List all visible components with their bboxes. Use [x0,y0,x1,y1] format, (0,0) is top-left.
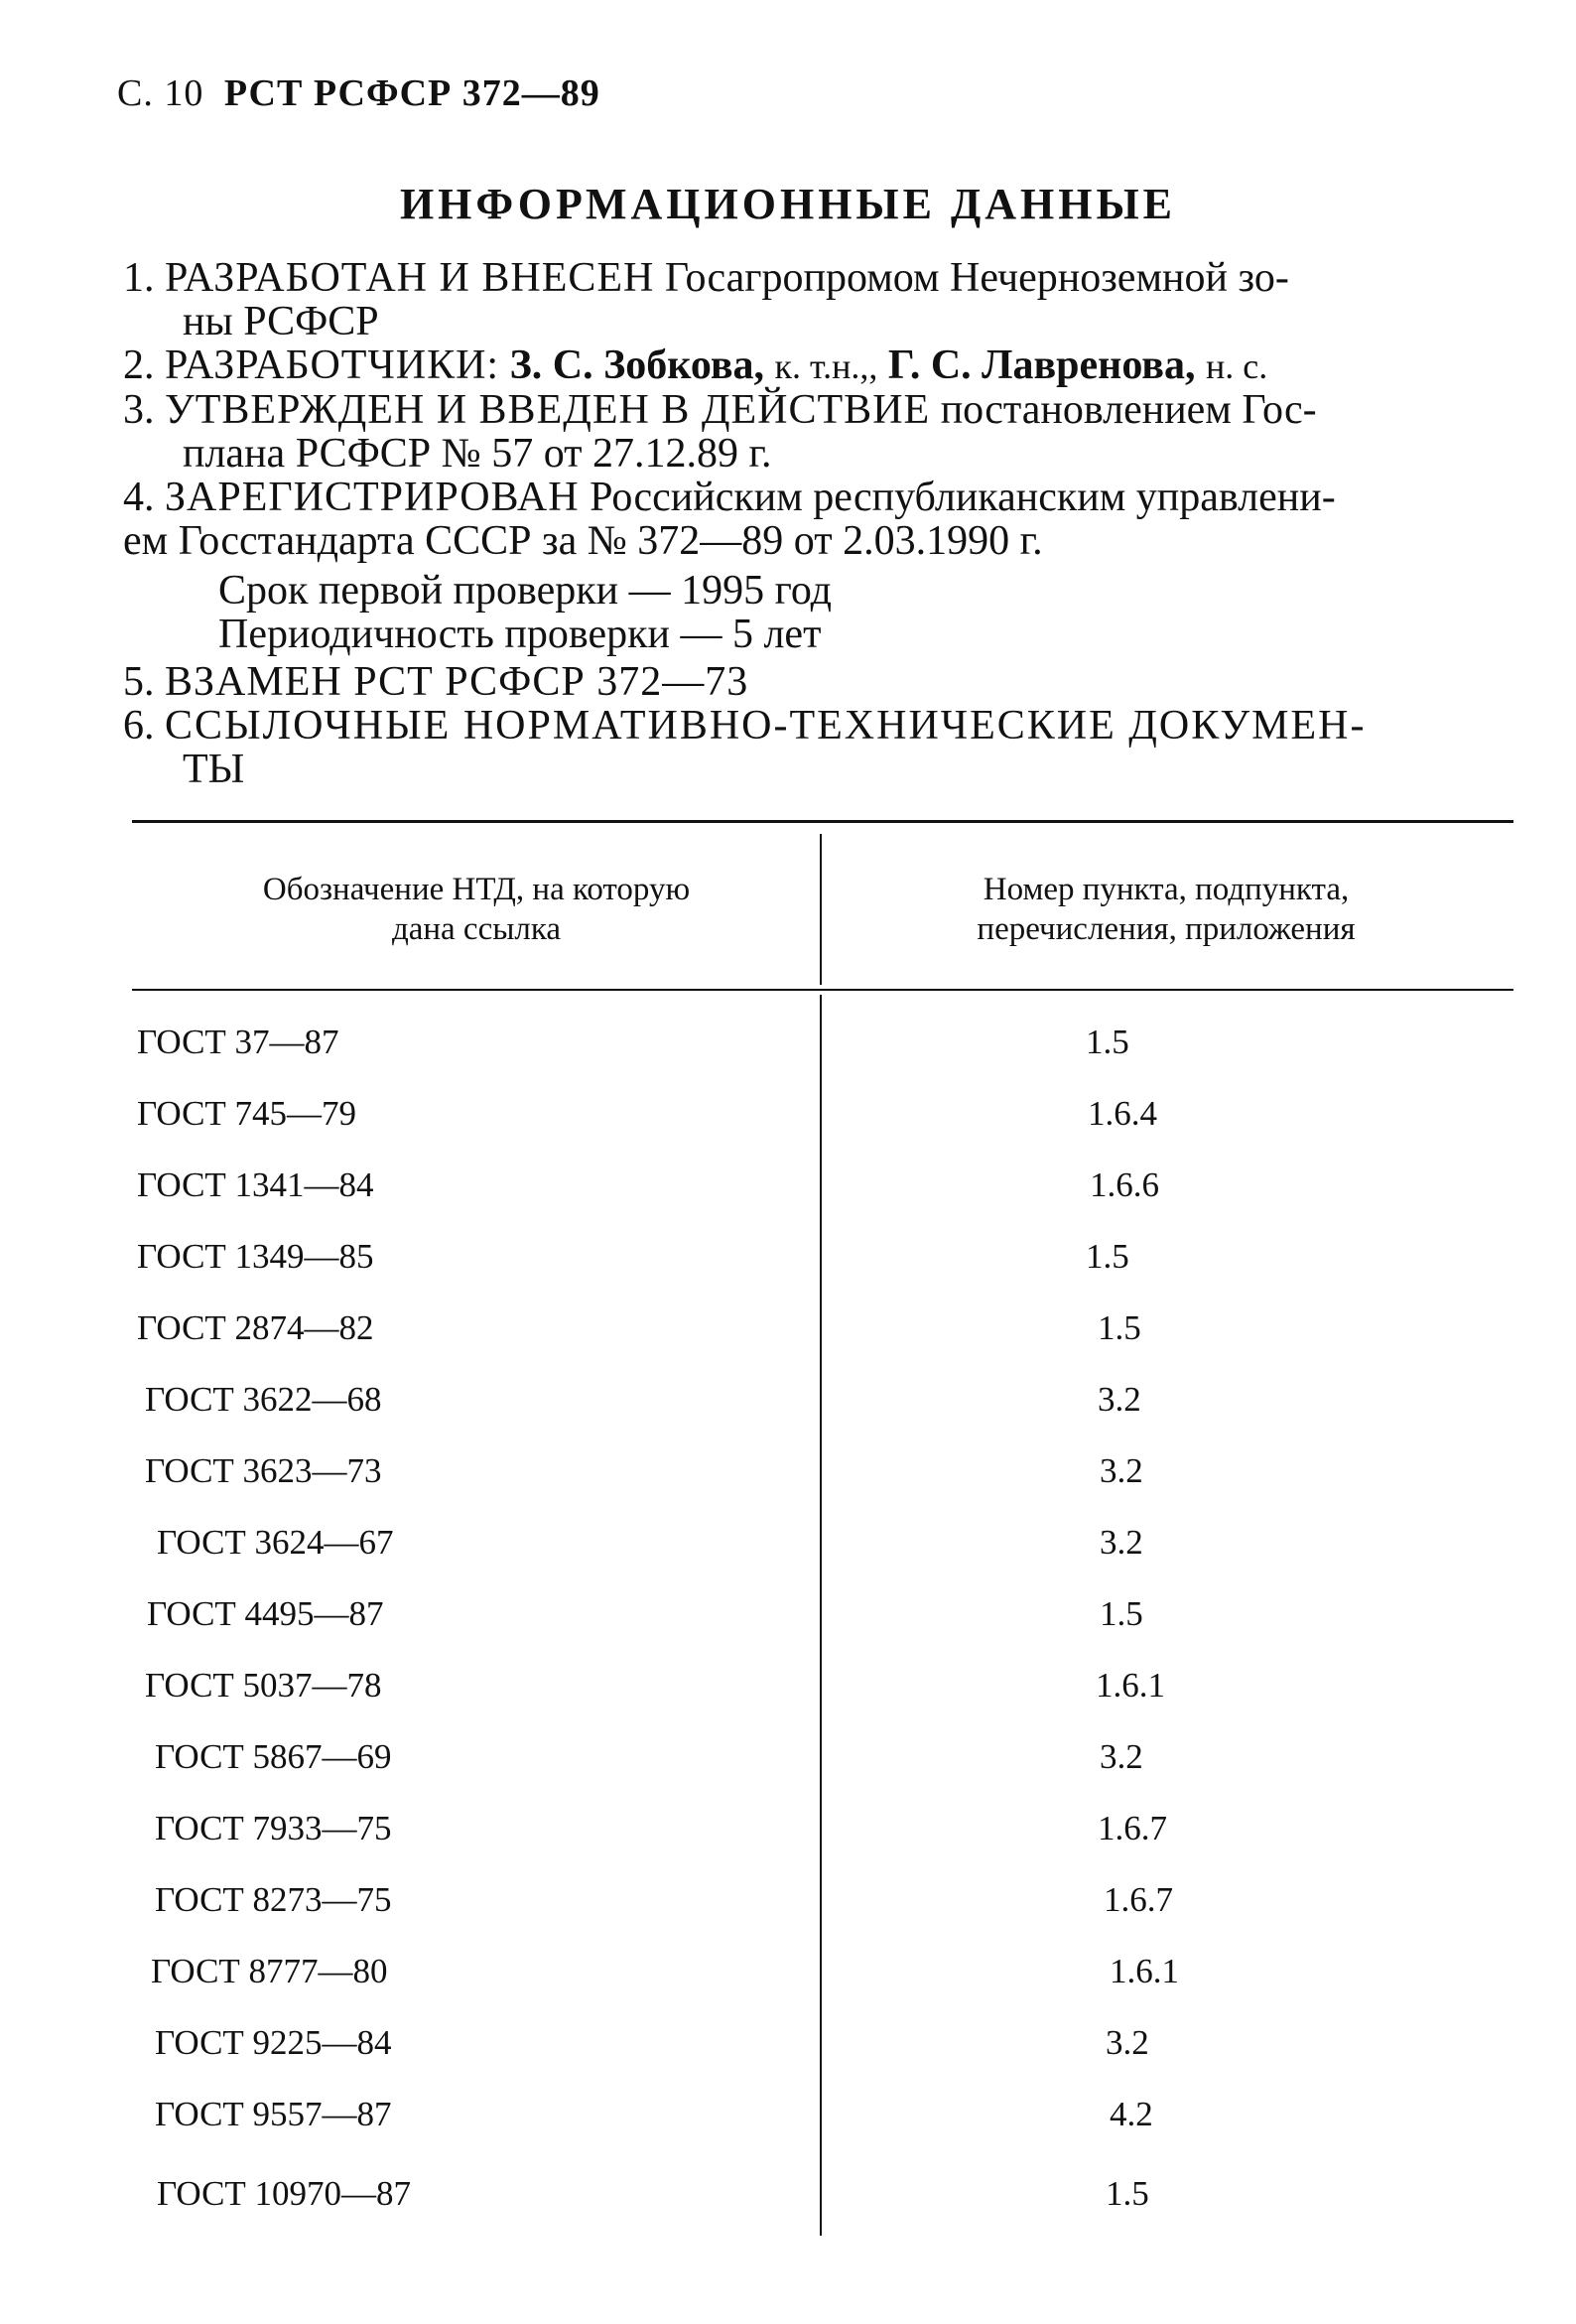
item-text-continued: ТЫ [183,747,245,792]
clause-number: 1.6.1 [1096,1666,1165,1705]
item-number: 3. [123,387,155,433]
clause-number: 1.6.1 [1110,1952,1179,1990]
item-1 [123,256,1512,343]
clause-number: 1.5 [1086,1023,1129,1061]
document-designation: ГОСТ 3622—68 [145,1380,382,1419]
clause-number: 1.5 [1100,1594,1143,1633]
clause-number: 3.2 [1100,1523,1143,1562]
document-designation: ГОСТ 8273—75 [155,1880,392,1919]
column-header-line: дана ссылка [391,911,562,947]
item-number: 2. [123,342,155,388]
clause-number: 1.6.7 [1098,1809,1167,1847]
clause-number: 3.2 [1100,1451,1143,1490]
page-title: ИНФОРМАЦИОННЫЕ ДАННЫЕ [399,180,1177,228]
developer-name: З. С. Зобкова, [509,342,765,388]
item-text-continued: плана РСФСР № 57 от 27.12.89 г. [183,431,772,477]
table-top-rule [132,820,1513,823]
document-designation: ГОСТ 37—87 [137,1023,339,1061]
document-designation: ГОСТ 1349—85 [137,1237,374,1276]
document-designation: ГОСТ 5867—69 [155,1737,392,1776]
clause-number: 3.2 [1106,2023,1149,2062]
item-2 [123,343,1512,388]
item-text: Российским республиканским управлени- [590,475,1336,520]
column-header-line: Номер пункта, подпункта, [983,872,1350,907]
document-designation: ГОСТ 2874—82 [137,1308,374,1347]
item-5 [123,660,1512,704]
review-periodicity: Периодичность проверки — 5 лет [218,612,822,657]
page-header [117,71,600,115]
column-header-document [139,870,814,949]
clause-number: 1.5 [1098,1308,1141,1347]
item-lead: ССЫЛОЧНЫЕ НОРМАТИВНО-ТЕХНИЧЕСКИЕ ДОКУМЕН- [165,703,1367,749]
document-designation: ГОСТ 3623—73 [145,1451,382,1490]
column-header-clause [824,870,1509,949]
body-column-divider [820,995,822,2236]
document-designation: ГОСТ 4495—87 [147,1594,384,1633]
document-designation: ГОСТ 10970—87 [157,2174,412,2213]
document-designation: ГОСТ 5037—78 [145,1666,382,1705]
clause-number: 3.2 [1098,1380,1141,1419]
item-3 [123,388,1512,476]
item-text: постановлением Гос- [940,387,1317,433]
item-text-continued: ны РСФСР [183,299,379,344]
item-number: 1. [123,255,155,301]
item-text: Госагропромом Нечерноземной зо- [664,255,1289,301]
clause-number: 1.6.4 [1088,1094,1157,1133]
document-designation: ГОСТ 1341—84 [137,1165,374,1204]
item-lead: РАЗРАБОТАН И ВНЕСЕН [165,255,655,301]
item-number: 4. [123,475,155,520]
document-designation: ГОСТ 9225—84 [155,2023,392,2062]
developer-degree: н. с. [1205,346,1268,386]
first-review-term: Срок первой проверки — 1995 год [218,568,832,614]
item-lead: ЗАРЕГИСТРИРОВАН [165,475,580,520]
item-4 [123,476,1512,656]
column-header-line: перечисления, приложения [977,911,1356,947]
item-text-continued: ем Госстандарта СССР за № 372—89 от 2.03.1990 г. [123,518,1043,564]
document-designation: ГОСТ 7933—75 [155,1809,392,1847]
item-lead: ВЗАМЕН РСТ РСФСР 372—73 [165,659,749,705]
clause-number: 1.6.6 [1090,1165,1159,1204]
document-designation: ГОСТ 9557—87 [155,2095,392,2133]
clause-number: 1.6.7 [1104,1880,1173,1919]
item-6 [123,704,1512,791]
clause-number: 1.5 [1086,1237,1129,1276]
standard-code: РСТ РСФСР 372—89 [223,72,600,114]
item-lead: УТВЕРЖДЕН И ВВЕДЕН В ДЕЙСТВИЕ [165,387,931,433]
item-number: 6. [123,703,155,749]
column-header-line: Обозначение НТД, на которую [262,872,691,907]
item-lead: РАЗРАБОТЧИКИ: [165,342,500,388]
developer-name: Г. С. Лавренова, [887,342,1196,388]
clause-number: 1.5 [1106,2174,1149,2213]
document-designation: ГОСТ 8777—80 [151,1952,388,1990]
info-items [123,256,1512,791]
header-column-divider [820,834,822,985]
developer-degree: к. т.н.,, [774,346,878,386]
document-designation: ГОСТ 745—79 [137,1094,357,1133]
item-number: 5. [123,659,155,705]
document-designation: ГОСТ 3624—67 [157,1523,394,1562]
page-number: С. 10 [117,72,204,114]
table-header-rule [132,989,1513,991]
clause-number: 4.2 [1110,2095,1153,2133]
clause-number: 3.2 [1100,1737,1143,1776]
